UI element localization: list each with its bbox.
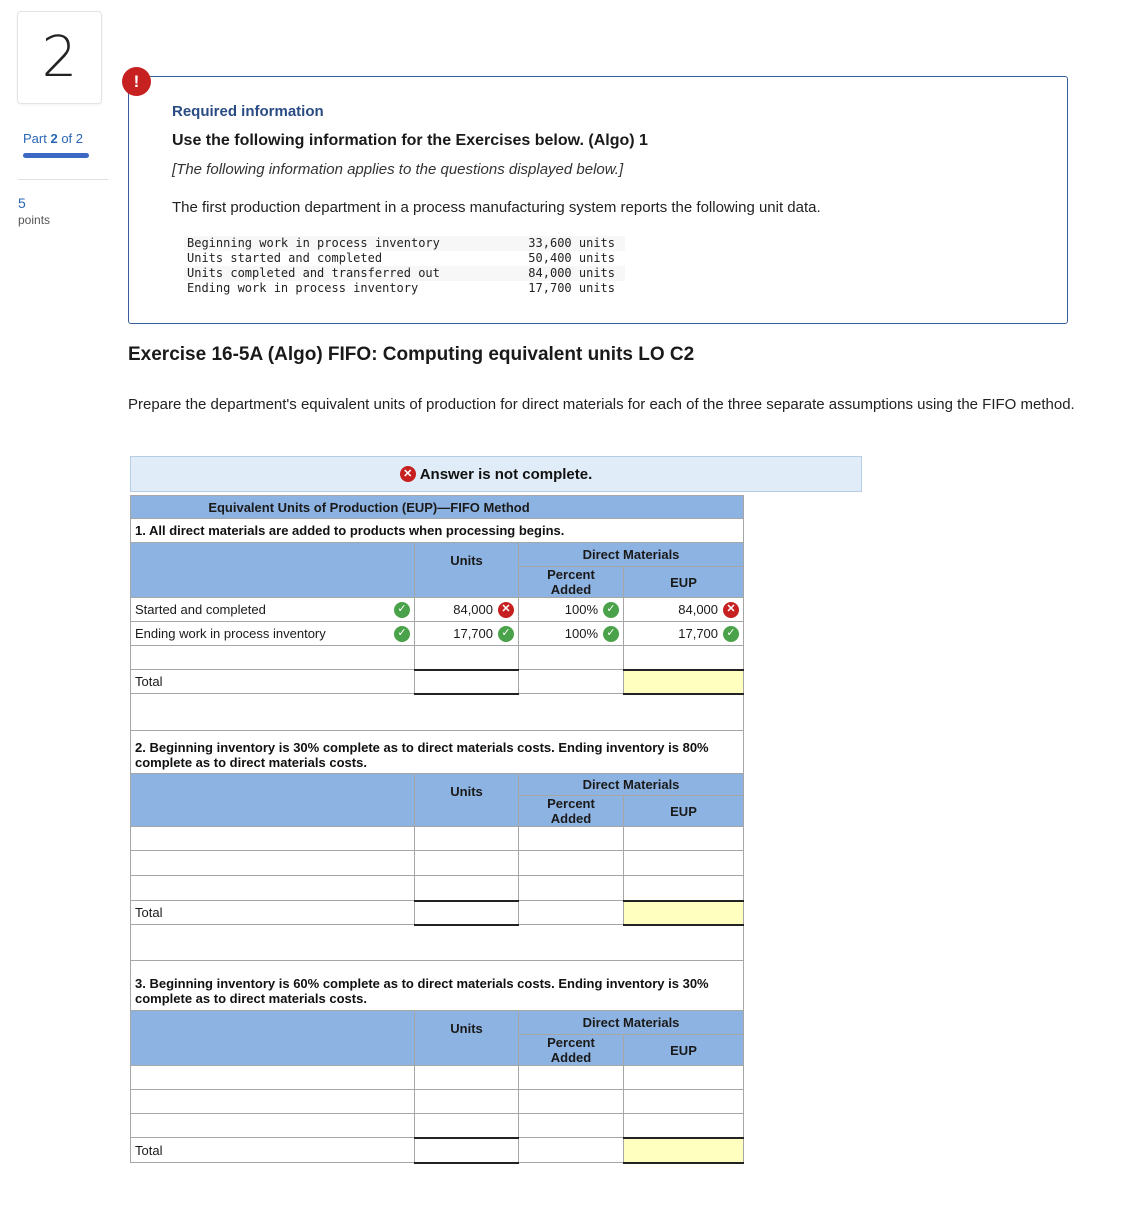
rail-divider (18, 179, 108, 180)
correct-check-icon: ✓ (498, 626, 514, 642)
eup-total (624, 901, 744, 925)
spacer-row (131, 694, 744, 731)
alert-icon: ! (122, 67, 151, 96)
part-progress-bar (23, 153, 89, 158)
units-total (415, 901, 519, 925)
unit-data-row: Units completed and transferred out 84,000 units (184, 266, 625, 281)
eup-table (130, 495, 744, 1164)
units-input[interactable]: 17,700 ✓ (415, 622, 519, 646)
eup-value (624, 827, 744, 851)
incorrect-x-icon: ✕ (723, 602, 739, 618)
incorrect-icon: ✕ (400, 466, 416, 482)
percent-input[interactable] (519, 1114, 624, 1138)
eup-value: 84,000 ✕ (624, 598, 744, 622)
eup-header: EUP (624, 1035, 744, 1066)
percent-input[interactable] (519, 851, 624, 876)
exercise-instructions: Prepare the department's equivalent units of production for direct materials for each of the three separate assumptions using the FIFO method. (128, 396, 1075, 413)
direct-materials-header: Direct Materials (519, 543, 744, 567)
correct-check-icon: ✓ (603, 626, 619, 642)
eup-value (624, 1090, 744, 1114)
percent-input[interactable]: 100% ✓ (519, 598, 624, 622)
unit-data-row: Ending work in process inventory 17,700 units (187, 281, 615, 295)
eup-header: EUP (624, 567, 744, 598)
units-input[interactable] (415, 1090, 519, 1114)
question-number-card[interactable] (17, 11, 102, 104)
eup-header: EUP (624, 796, 744, 827)
required-information-box (128, 76, 1068, 324)
part1-heading: 1. All direct materials are added to products when processing begins. (131, 519, 744, 543)
percent-added-header: Percent Added (519, 796, 624, 827)
total-label: Total (131, 901, 415, 925)
units-input[interactable]: 84,000 ✕ (415, 598, 519, 622)
eup-total (624, 1138, 744, 1163)
row-label-input[interactable] (131, 827, 415, 851)
percent-blank (519, 670, 624, 694)
percent-blank (519, 1138, 624, 1163)
exercise-title: Exercise 16-5A (Algo) FIFO: Computing equivalent units LO C2 (128, 344, 695, 365)
correct-check-icon: ✓ (394, 626, 410, 642)
eup-value (624, 1114, 744, 1138)
use-info-title: Use the following information for the Exercises below. (Algo) 1 (172, 132, 648, 149)
eup-value: 17,700 ✓ (624, 622, 744, 646)
required-information-title: Required information (172, 103, 324, 120)
percent-blank (519, 901, 624, 925)
incorrect-x-icon: ✕ (498, 602, 514, 618)
correct-check-icon: ✓ (394, 602, 410, 618)
unit-data-table (184, 236, 625, 296)
percent-added-header: Percent Added (519, 1035, 624, 1066)
row-label-input[interactable] (131, 646, 415, 670)
eup-value (624, 646, 744, 670)
total-label: Total (131, 1138, 415, 1163)
row-label-input[interactable] (131, 1066, 415, 1090)
percent-input[interactable] (519, 1090, 624, 1114)
unit-data-row: Units started and completed 50,400 units (187, 251, 615, 265)
units-input[interactable] (415, 646, 519, 670)
percent-added-header: Percent Added (519, 567, 624, 598)
part3-heading: 3. Beginning inventory is 60% complete as to direct materials costs. Ending inventory is 30% complete as to direct materials costs. (131, 961, 744, 1011)
units-header: Units (415, 774, 519, 827)
units-input[interactable] (415, 851, 519, 876)
header-blank (131, 1011, 415, 1066)
part-indicator: Part 2 of 2 (23, 131, 84, 146)
row-label-input[interactable] (131, 1114, 415, 1138)
direct-materials-header: Direct Materials (519, 774, 744, 796)
units-input[interactable] (415, 876, 519, 901)
correct-check-icon: ✓ (723, 626, 739, 642)
row-label-input[interactable] (131, 851, 415, 876)
unit-data-row: Beginning work in process inventory 33,600 units (184, 236, 625, 251)
row-label-ending-wip[interactable]: Ending work in process inventory ✓ (131, 622, 415, 646)
units-total (415, 1138, 519, 1163)
units-input[interactable] (415, 1066, 519, 1090)
percent-input[interactable] (519, 827, 624, 851)
percent-input[interactable]: 100% ✓ (519, 622, 624, 646)
answer-status-text: Answer is not complete. (419, 465, 593, 483)
row-label-started-completed[interactable]: Started and completed ✓ (131, 598, 415, 622)
percent-input[interactable] (519, 876, 624, 901)
correct-check-icon: ✓ (603, 602, 619, 618)
spacer-row (131, 925, 744, 961)
unit-data-intro: The first production department in a process manufacturing system reports the following unit data. (172, 199, 821, 216)
eup-total (624, 670, 744, 694)
units-header: Units (415, 543, 519, 598)
total-label: Total (131, 670, 415, 694)
percent-input[interactable] (519, 646, 624, 670)
percent-input[interactable] (519, 1066, 624, 1090)
eup-value (624, 851, 744, 876)
units-input[interactable] (415, 827, 519, 851)
table-title: Equivalent Units of Production (EUP)—FIFO Method (131, 496, 744, 519)
eup-value (624, 1066, 744, 1090)
row-label-input[interactable] (131, 876, 415, 901)
units-header: Units (415, 1011, 519, 1066)
question-number: 2 (41, 25, 78, 90)
points-value: 5 (18, 195, 26, 211)
eup-value (624, 876, 744, 901)
units-total (415, 670, 519, 694)
header-blank (131, 543, 415, 598)
points-label: points (18, 213, 51, 227)
units-input[interactable] (415, 1114, 519, 1138)
row-label-input[interactable] (131, 1090, 415, 1114)
header-blank (131, 774, 415, 827)
applies-note: [The following information applies to the questions displayed below.] (172, 161, 624, 178)
answer-status-banner (130, 456, 862, 492)
direct-materials-header: Direct Materials (519, 1011, 744, 1035)
part2-heading: 2. Beginning inventory is 30% complete as to direct materials costs. Ending inventory is 80% complete as to direct materials costs. (131, 731, 744, 774)
